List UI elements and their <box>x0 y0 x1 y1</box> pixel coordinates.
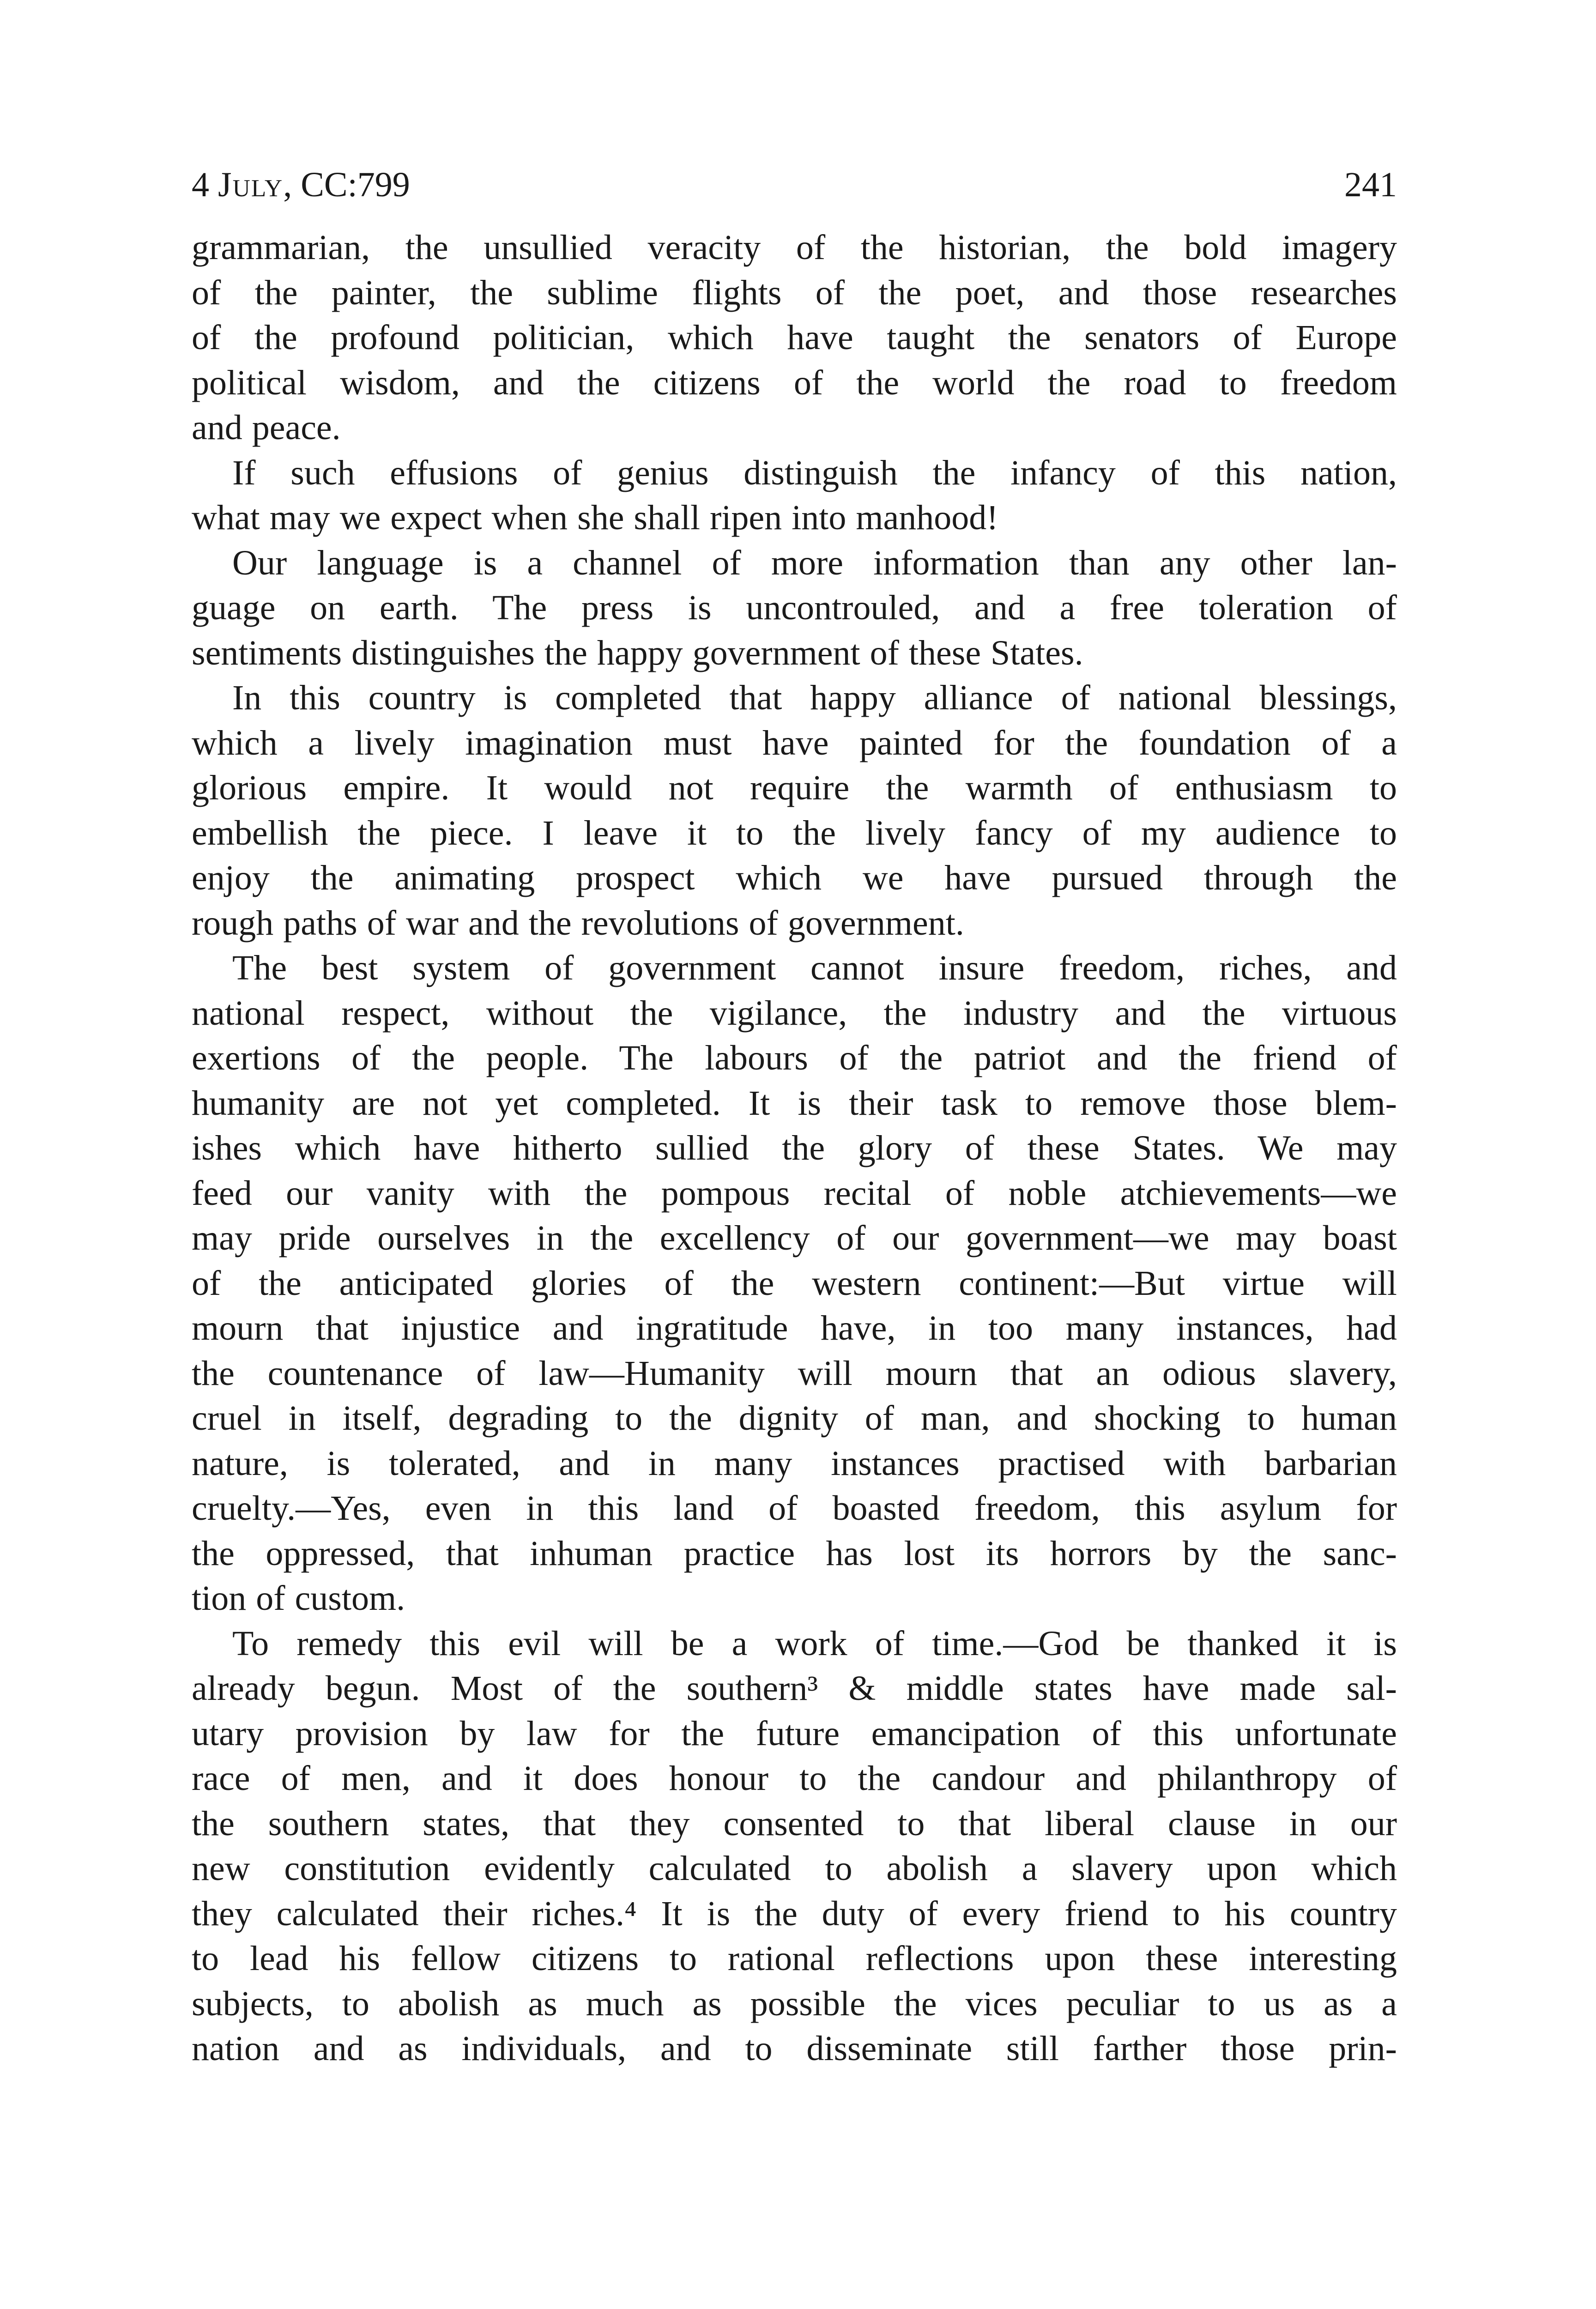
text-line: To remedy this evil will be a work of time.—God be thanked it is <box>232 1624 1397 1663</box>
paragraph <box>192 676 1397 946</box>
text-line: race of men, and it does honour to the candour and philanthropy of <box>192 1759 1397 1798</box>
text-line: glorious empire. It would not require the warmth of enthusiasm to <box>192 768 1397 807</box>
text-line: Our language is a channel of more information than any other lan- <box>232 543 1397 582</box>
citation-document-number: , CC:799 <box>283 165 410 204</box>
text-line: feed our vanity with the pompous recital of noble atchievements—we <box>192 1173 1397 1213</box>
text-line: nature, is tolerated, and in many instances practised with barbarian <box>192 1444 1397 1483</box>
text-line: new constitution evidently calculated to abolish a slavery upon which <box>192 1849 1397 1888</box>
text-line: embellish the piece. I leave it to the lively fancy of my audience to <box>192 813 1397 852</box>
text-line: political wisdom, and the citizens of the world the road to freedom <box>192 363 1397 402</box>
text-line: and peace. <box>192 408 341 447</box>
text-line: of the anticipated glories of the western continent:—But virtue will <box>192 1263 1397 1303</box>
text-line: exertions of the people. The labours of the patriot and the friend of <box>192 1039 1397 1077</box>
text-line: In this country is completed that happy alliance of national blessings, <box>232 678 1397 717</box>
text-line: grammarian, the unsullied veracity of the historian, the bold imagery <box>192 228 1397 267</box>
text-line: If such effusions of genius distinguish the infancy of this nation, <box>232 453 1397 492</box>
text-line: the southern states, that they consented to that liberal clause in our <box>192 1804 1397 1843</box>
text-line: The best system of government cannot insure freedom, riches, and <box>232 949 1397 987</box>
text-line: mourn that injustice and ingratitude have, in too many instances, had <box>192 1309 1397 1348</box>
citation-month: July <box>218 165 284 204</box>
text-line: ishes which have hitherto sullied the glory of these States. We may <box>192 1129 1397 1167</box>
paragraph <box>192 451 1397 541</box>
page-number: 241 <box>1344 165 1397 204</box>
text-line: enjoy the animating prospect which we have pursued through the <box>192 858 1397 897</box>
citation-day: 4 <box>192 165 218 204</box>
text-line: to lead his fellow citizens to rational reflections upon these interesting <box>192 1939 1397 1978</box>
text-line: subjects, to abolish as much as possible the vices peculiar to us as a <box>192 1984 1397 2023</box>
running-head <box>192 163 1397 207</box>
text-line: of the profound politician, which have taught the senators of Europe <box>192 318 1397 357</box>
text-line: the countenance of law—Humanity will mourn that an odious slavery, <box>192 1354 1397 1393</box>
text-line: already begun. Most of the southern³ & middle states have made sal- <box>192 1669 1397 1708</box>
text-line: national respect, without the vigilance, the industry and the virtuous <box>192 993 1397 1033</box>
text-line: what may we expect when she shall ripen into manhood! <box>192 498 998 537</box>
text-line: may pride ourselves in the excellency of our government—we may boast <box>192 1219 1397 1257</box>
text-line: cruel in itself, degrading to the dignity of man, and shocking to human <box>192 1399 1397 1438</box>
text-line: humanity are not yet completed. It is their task to remove those blem- <box>192 1083 1397 1123</box>
text-line: sentiments distinguishes the happy government of these States. <box>192 633 1083 672</box>
running-head-citation <box>192 163 410 207</box>
paragraph <box>192 1621 1397 2072</box>
body-text <box>192 225 1397 2072</box>
text-line: of the painter, the sublime flights of the poet, and those researches <box>192 273 1397 312</box>
text-line: nation and as individuals, and to disseminate still farther those prin- <box>192 2029 1397 2068</box>
paragraph <box>192 541 1397 676</box>
text-line: they calculated their riches.⁴ It is the duty of every friend to his country <box>192 1894 1397 1933</box>
text-line: the oppressed, that inhuman practice has lost its horrors by the sanc- <box>192 1534 1397 1573</box>
text-line: utary provision by law for the future emancipation of this unfortunate <box>192 1714 1397 1753</box>
text-line: tion of custom. <box>192 1579 405 1618</box>
text-line: cruelty.—Yes, even in this land of boasted freedom, this asylum for <box>192 1489 1397 1528</box>
paragraph <box>192 946 1397 1621</box>
text-line: guage on earth. The press is uncontrouled, and a free toleration of <box>192 588 1397 627</box>
paragraph <box>192 225 1397 451</box>
text-line: which a lively imagination must have painted for the foundation of a <box>192 723 1397 762</box>
text-line: rough paths of war and the revolutions of government. <box>192 903 964 943</box>
document-page <box>192 163 1397 2072</box>
